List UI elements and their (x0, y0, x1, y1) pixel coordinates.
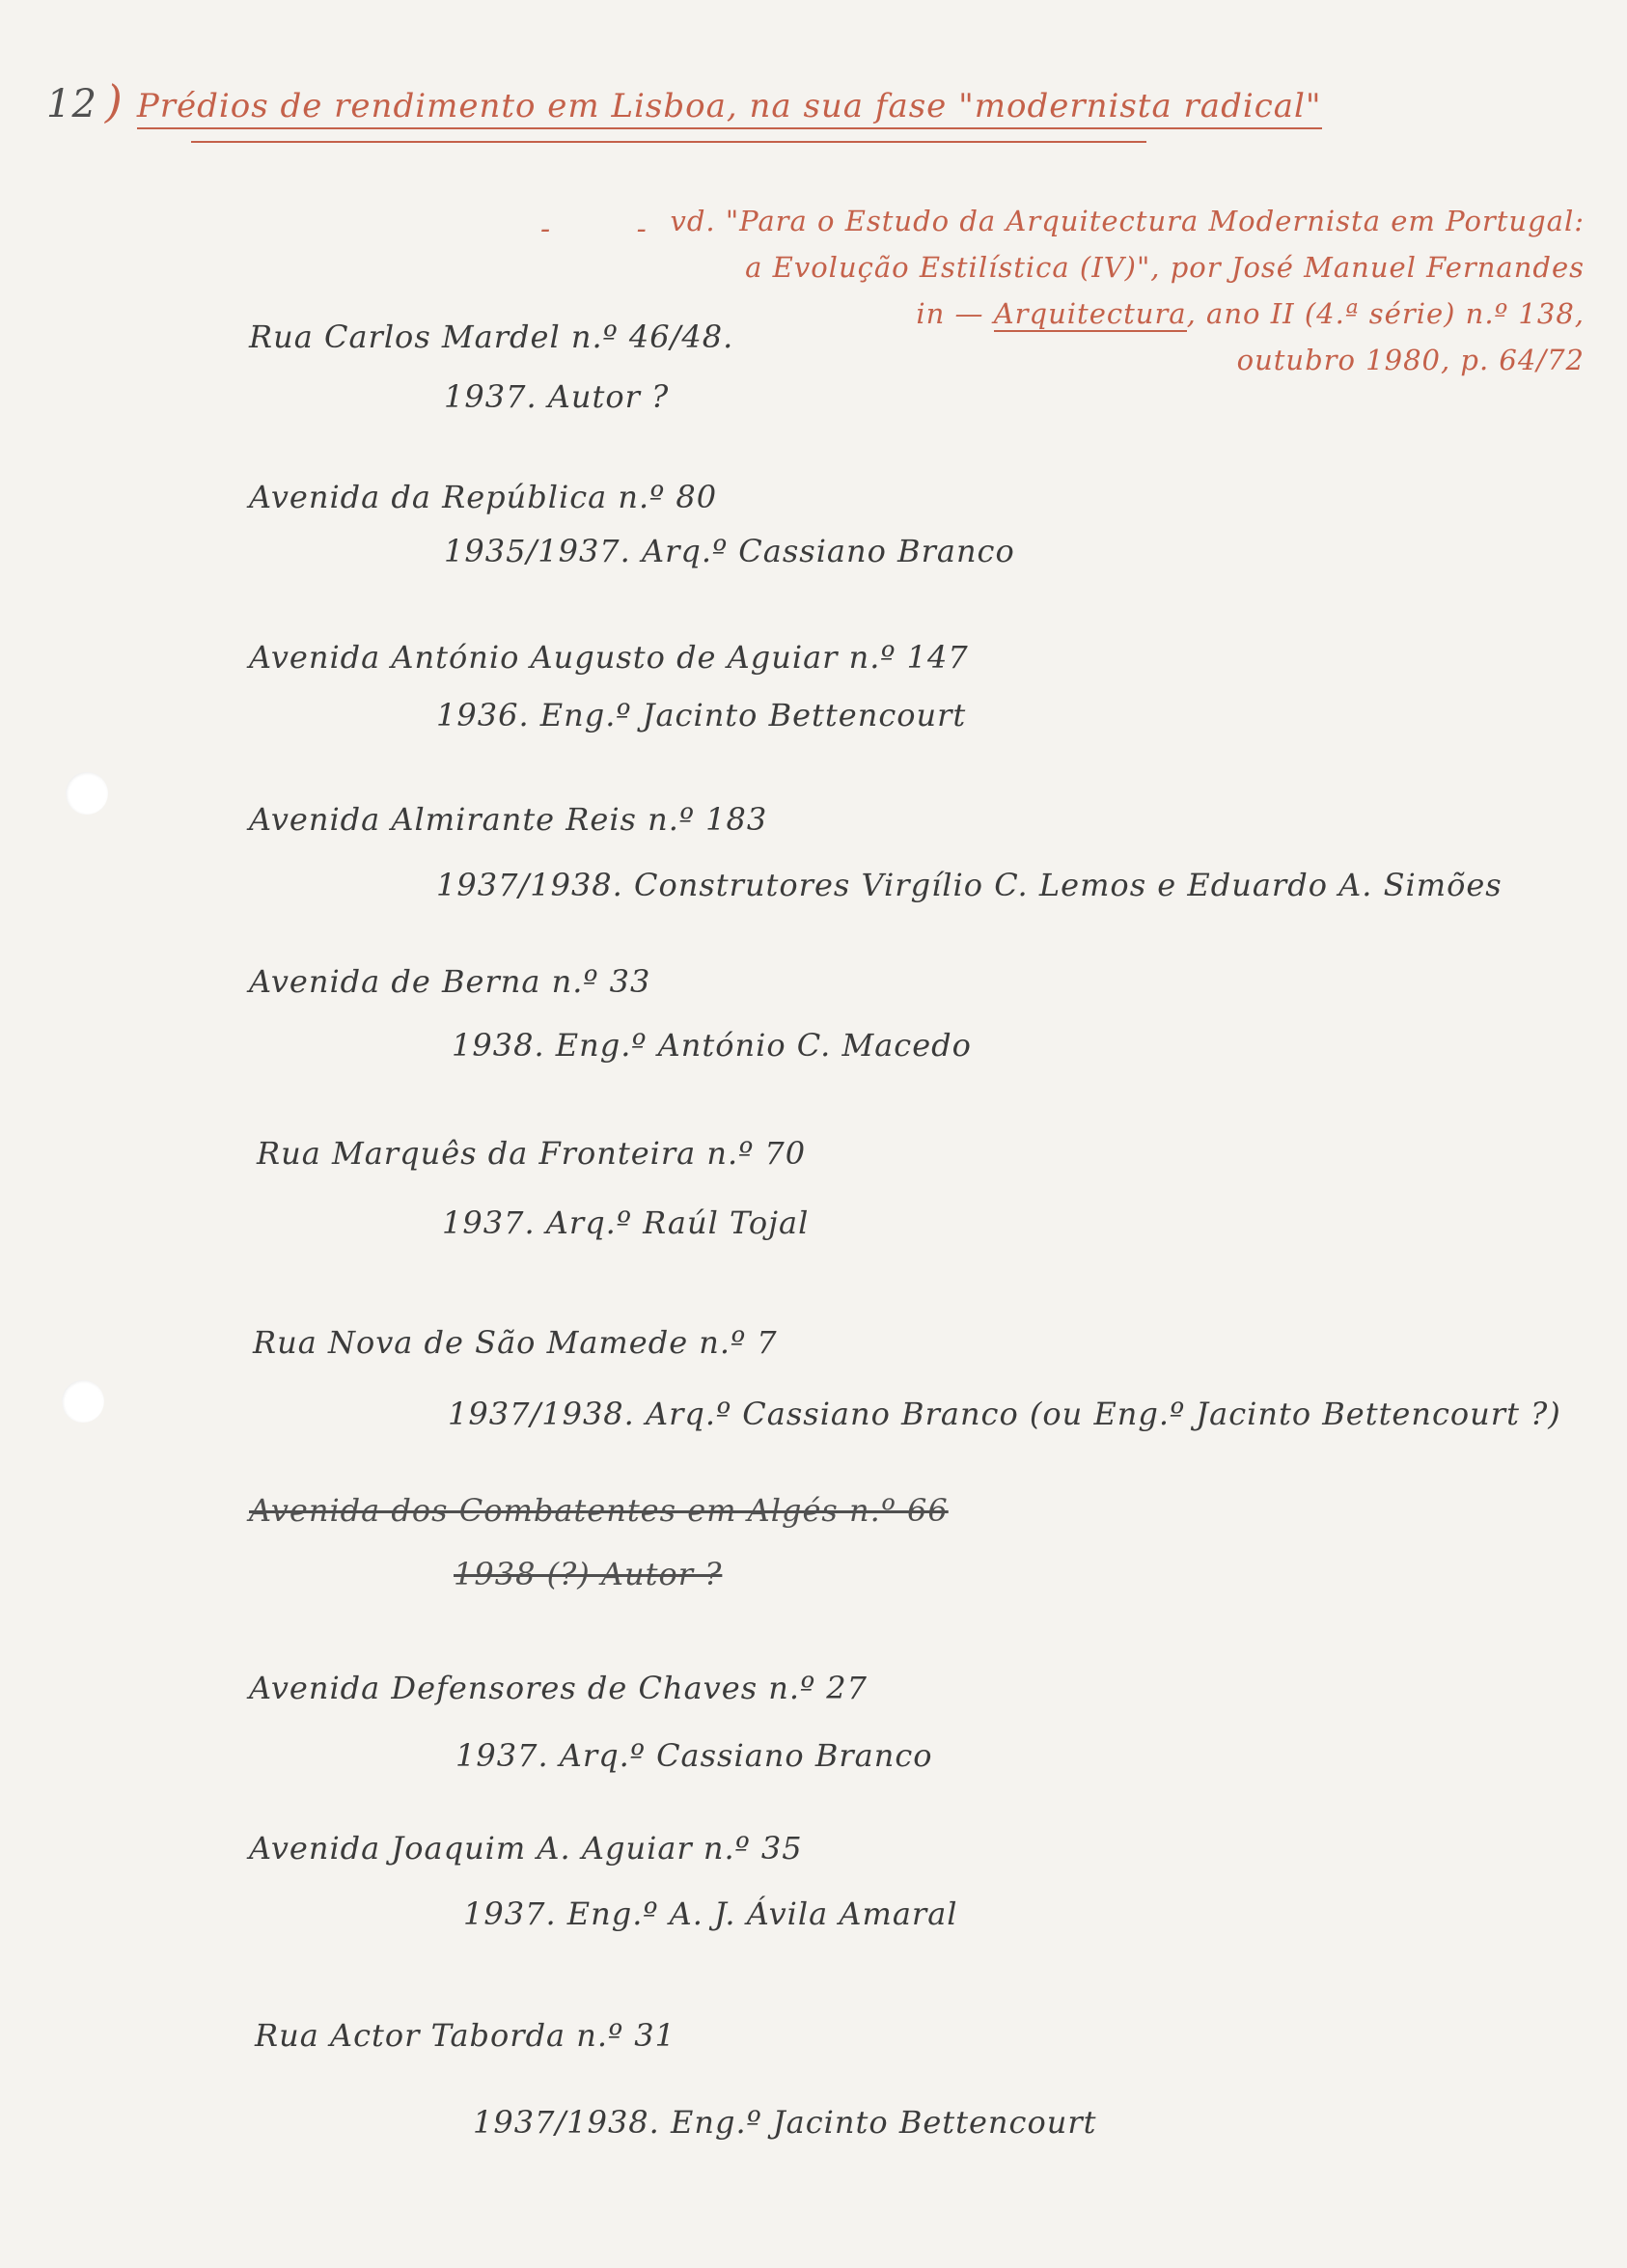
entry-8-detail-struck: 1938 (?) Autor ? (454, 1556, 723, 1592)
entry-6-detail: 1937. Arq.º Raúl Tojal (442, 1204, 810, 1241)
reference-line-1: vd. "Para o Estudo da Arquitectura Modernista em Portugal: (670, 205, 1585, 237)
entry-2-detail: 1935/1937. Arq.º Cassiano Branco (444, 533, 1015, 569)
reference-line-2: a Evolução Estilística (IV)", por José Manuel Fernandes (745, 251, 1585, 284)
punch-hole-bottom (62, 1380, 104, 1423)
entry-9-detail: 1937. Arq.º Cassiano Branco (455, 1737, 933, 1774)
heading-underline (191, 141, 1146, 143)
entry-1-detail: 1937. Autor ? (444, 378, 670, 415)
heading-number: 12 (46, 82, 97, 126)
entry-4-detail: 1937/1938. Construtores Virgílio C. Lemos e Eduardo A. Simões (436, 867, 1503, 903)
page-heading (46, 75, 1322, 127)
entry-6-street: Rua Marquês da Fronteira n.º 70 (257, 1135, 807, 1172)
entry-4-street: Avenida Almirante Reis n.º 183 (249, 801, 768, 838)
bibliographic-reference (670, 198, 1585, 383)
entry-1-street: Rua Carlos Mardel n.º 46/48. (249, 318, 734, 355)
dash-marks: - - (540, 212, 685, 246)
entry-5-street: Avenida de Berna n.º 33 (249, 963, 651, 1000)
reference-in: in — (916, 297, 994, 330)
entry-10-detail: 1937. Eng.º A. J. Ávila Amaral (463, 1895, 958, 1932)
entry-3-street: Avenida António Augusto de Aguiar n.º 147 (249, 639, 969, 676)
entry-11-detail: 1937/1938. Eng.º Jacinto Bettencourt (473, 2104, 1097, 2141)
entry-2-street: Avenida da República n.º 80 (249, 479, 718, 515)
entry-5-detail: 1938. Eng.º António C. Macedo (452, 1027, 972, 1064)
reference-journal: Arquitectura (993, 297, 1187, 330)
entry-8-street-struck: Avenida dos Combatentes em Algés n.º 66 (249, 1492, 949, 1529)
entry-3-detail: 1936. Eng.º Jacinto Bettencourt (436, 697, 967, 733)
reference-issue: , ano II (4.ª série) n.º 138, (1186, 297, 1585, 330)
punch-hole-top (66, 772, 108, 815)
heading-title: Prédios de rendimento em Lisboa, na sua fase "modernista radical" (137, 87, 1322, 129)
entry-10-street: Avenida Joaquim A. Aguiar n.º 35 (249, 1830, 803, 1867)
entry-7-detail: 1937/1938. Arq.º Cassiano Branco (ou Eng.º Jacinto Bettencourt ?) (448, 1396, 1561, 1432)
reference-line-4: outubro 1980, p. 64/72 (1236, 344, 1585, 376)
entry-9-street: Avenida Defensores de Chaves n.º 27 (249, 1670, 868, 1706)
heading-paren: ) (104, 75, 124, 127)
entry-11-street: Rua Actor Taborda n.º 31 (255, 2017, 676, 2054)
reference-line-3 (670, 290, 1585, 337)
entry-7-street: Rua Nova de São Mamede n.º 7 (253, 1324, 778, 1361)
